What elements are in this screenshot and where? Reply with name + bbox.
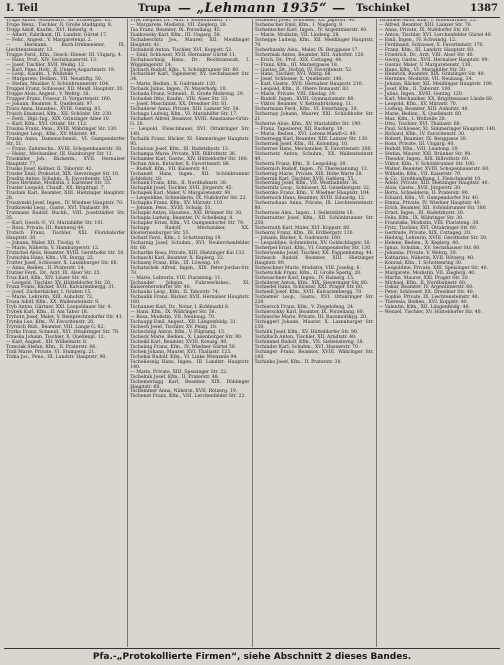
directory-entry: — Marie, Lehrerin, XIII. Auhofstr. 72. [6, 295, 94, 301]
directory-entry: — Karl, Gastw., XVII. Hernalser Hauptstr. 210. [254, 82, 364, 88]
directory-entry: — Johann, Pens., XVIII. Schulg. 51. [130, 206, 212, 212]
directory-entry: — Valentin, Kfm., XII. Längenfeldg. 40. [378, 305, 470, 311]
directory-entry: — Leopold, Tischler, XV. Hütteldorfer Str. 20. [6, 280, 112, 286]
directory-entry: — Peter, Schlosser, XX. Dresdner Str. 40. [378, 290, 475, 296]
directory-entry: — Johann, Bäcker, XII. Meidlinger Hauptstr. 100. [378, 82, 494, 88]
directory-entry: Tschierschky Karl, Beamter, IX. Porzellang. 60. [254, 310, 365, 316]
directory-entry: — Rosa, Private, III. Rennweg 44. [6, 226, 85, 232]
directory-entry: Tschesch Rudolf, Beamter, XIII. Hietzinger Hauptstr. 90. [254, 255, 374, 266]
directory-entry: Tschatschek Alfred, Ingen., XIX. Peter-Jordan-Str. 70. [130, 265, 250, 276]
column-4 [377, 19, 500, 647]
directory-entry: — Ferdinand, Schlosser, X. Favoritenstr. 170. [378, 42, 484, 48]
directory-entry: — Erich, Dr., Prof., XIX. Cottageg. 44. [254, 57, 343, 63]
directory-entry: Truskaller Joh., Bäckerm., XVII. Hernalser Hauptstr. 77. [6, 156, 126, 167]
directory-entry: Trupe Wenz., Tischler, II. Große Stadtgutg. 8. [6, 22, 113, 28]
directory-entry: Tschinder Karl, Schuhm., XVI. Hasnerstr. 70. [254, 344, 360, 350]
directory-entry: Tschetschik Franz, Kfm., II. Große Sperlg. 20. [254, 270, 362, 276]
directory-entry: Trusler Emil, Prokurist, XIX. Sieveringer Str. 18. [6, 171, 120, 177]
directory-entry: — Franz, Tapezierer, XII. Ruckerg. 19. [254, 126, 344, 132]
directory-entry: — Josef, Tischler, XVII. Weißg. 12. [6, 62, 86, 68]
directory-entry: — Sophie, Private, IX. Liechtensteinstr. 40. [378, 295, 480, 301]
directory-entry: Trytko Franz, Schneid., XVI. Ottakringer Str. 78. [6, 330, 120, 336]
column-2 [128, 19, 252, 647]
directory-entry: — Ferd., Dipl.-Ing., XIX. Grinzinger Allee 10. [6, 117, 111, 123]
directory-entry: — Josef, Maschinist, XX. Dresdner Str. 81. [130, 102, 229, 108]
directory-entry: — Hermine, Modistin, VII. Neubaug. 34. [378, 77, 473, 83]
directory-entry: Tschada Franz, Schneid., II. Große Mohreng. 29. [130, 92, 245, 98]
directory-entry: Tschapka Franz, Kfm., XV. Märzstr. 110. [130, 201, 224, 207]
directory-entry: Tscherni Franz, Kfm., II. Leopoldsg. 30. [254, 161, 347, 167]
directory-entry: Tschernow Alex., Ingen., I. Seilerstätte 16. [254, 211, 354, 217]
directory-entry: Tschachler Karl, Tapezierer, XV. Sechshauser Str. 34. [130, 72, 250, 83]
directory-entry: — Hans, Tischler, XVI. Wattg. 66. [254, 72, 332, 78]
directory-entry: Trura Anna, Hausbes., XVIII. Gentzg. 85. [6, 107, 102, 113]
directory-entry: Tschernetz Anton, Schuhm., XX. Wallensteinstr. 49. [254, 151, 374, 162]
directory-entry: Tschaloun Josef, Kfm., III. Radetzkystr. 13. [130, 146, 230, 152]
directory-entry: Tscheck Marie, Bedien., X. Laxenburger Str. 90. [130, 335, 243, 340]
directory-entry: — Rudolf, Kfm., VIII. Laudong. 20. [378, 146, 459, 152]
directory-entry: Tscheinig Franz, Kfm., IV. Wiedner Gürtel 50. [130, 344, 237, 350]
directory-entry: — Marie, Private, VIII. Skodag. 29. [254, 92, 337, 98]
directory-entry: Tschalik Franz, Bäcker, XI. Simmeringer Hauptstr. 95. [130, 136, 250, 147]
directory-entry: — Hermann, Buch-Drehmeister, IX. Liechtensteinstr. 13. [6, 42, 126, 53]
directory-entry: Trupa Anton, Mühlenarb., III. Erdbergstr. 65. [6, 19, 112, 23]
directory-entry: — Johann, Bäcker, X. Gudrunstr. 160. [254, 235, 342, 241]
directory-entry: Trynka Leo, Kfm., IV. Favoritenstr. 20. [6, 320, 95, 326]
directory-entry: Tschampa Marie, Private, XIX. Billrothstr. 36. [130, 151, 237, 157]
directory-entry: Tschaulik Franz, Bäcker, XVII. Hernalser Hauptstr. 160. [130, 295, 250, 306]
directory-entry: Trzaska Johann, Tischler, X. Quellenpl. 12. [6, 335, 106, 340]
directory-entry: Tschan Alois, Kutscher, X. Favoritenstr. 88. [130, 161, 231, 167]
directory-entry: Tschernik Karl, Tischler, XVII. Geblerg. 55. [254, 176, 355, 182]
directory-entry: — & Co., Großhandlung, I. Fleischmarkt 10. [378, 176, 482, 182]
directory-entry: — Margarete, Modistin, VII. Zieglerg. 28. [130, 22, 228, 28]
directory-entry: — Karl, Pens. Hofr., II. Untere Augartenstr. 19. [6, 67, 116, 73]
directory-entry: Tschernuth Karl, Maler, XVI. Koppstr. 80. [254, 226, 351, 232]
directory-entry: Trupper Franz, Friseur, II. Vorgartenstr. 160. [6, 97, 112, 103]
directory-entry: — Marie, Näherin, V. Hamburgerstr. 12. [6, 245, 100, 251]
directory-entry: — Rosa, Private, III. Ungarg. 40. [378, 141, 455, 147]
directory-entry: — Adele, Private, XIII. Hietzinger Hauptstr. 40. [378, 181, 489, 187]
directory-entry: Tschinger Franz, Beamter, XVIII. Währinger Str. 160. [254, 349, 374, 360]
keyword-left: Trupa [138, 3, 171, 14]
directory-entry: Tschernay Johann, Maurer, XXI. Schloßhofer Str. 21. [254, 112, 374, 123]
directory-entry: — Leopold, Kfm., XV. Märzstr. 70. [378, 102, 458, 108]
directory-entry: Tschaga Ludwig, Kfm., VI. Mariahilfer Str. 17. [130, 112, 238, 118]
directory-entry: — Hedwig, Lehrerin, XVIII. Gersthofer Str. 30. [378, 235, 488, 241]
directory-entry: — Leopold, Fleischhauer, XVI. Ottakringer Str. 140. [130, 126, 250, 137]
directory-entry: — Paul, Schlosser, XI. Simmeringer Hauptstr. 140. [378, 126, 497, 132]
directory-entry: — Marie, Lehrerin, VIII. Piaristeng. 11. [130, 275, 222, 281]
part-label: I. Teil [6, 3, 38, 14]
directory-entry: — Johann, Beamter, X. Quellenstr. 97. [6, 102, 94, 108]
directory-entry: — Rudolf, Kfm., VII. Kaiserstr. 41. [130, 166, 210, 172]
page-footer: Pfa.-„Protokollierte Firmen“, siehe Abschnitt 2 dieses Bandes. [92, 652, 412, 662]
directory-entry: Trutzer Ferd., Dr., Arzt, IX. Alser Str. 25. [6, 270, 101, 276]
directory-entry: — Albert, Fabrikant, III. Landstr. Gürtel 17. [6, 32, 108, 38]
directory-entry: Tsaikowsky Karl, Kfm., III. Ungarg. 58. [130, 32, 222, 38]
directory-entry: Truslitz Anton, Schuhm., X. Favoritenstr. 155. [6, 176, 113, 182]
directory-entry: Tschack Julius, Ingen., IV. Mayerhofg. 10. [130, 87, 227, 93]
directory-entry: — Hans, Kfm., VI. Mariahilfer Str. 50. [378, 67, 467, 73]
directory-entry: Trupp Adolf, Kaufm., XVI. Haberlg. 4. [6, 27, 94, 33]
directory-entry: Trusko Josef, Kellner, II. Taborstr. 42. [6, 166, 93, 172]
directory-entry: Tscherkassky Alex., Maler, IX. Berggasse 17. [254, 47, 359, 53]
directory-entry: — Eduard, Kfm., VI. Gumpendorfer Str. 40. [378, 196, 480, 202]
page-title: — „Lehmann 1935“ — [178, 1, 346, 16]
directory-entry: Tscharf Ferd., Kfm., I. Schottenring 19. [130, 235, 222, 241]
column-3 [253, 19, 377, 647]
directory-entry: — Emil, Schlosser, XVII. Hernalser Gürtel 11. [130, 52, 237, 58]
directory-entry: — Stefan, Musiker, V. Schönbrunnerstr. 104. [6, 82, 110, 88]
directory-entry: Tschernek Josef, Kfm., III. Kolonitzg. 10. [254, 141, 349, 147]
directory-entry: Tsa Franz, Beamter, IX. Porzellang. 45. [130, 27, 222, 33]
directory-entry: — Hans, Kfm., IX. Währinger Str. 56. [130, 310, 217, 316]
directory-entry: — Leopoldine, Schneiderin, IX. Nußdorfer Str. 22. [130, 196, 247, 202]
page-number: 1387 [470, 3, 498, 14]
directory-entry: Tschiedl Josef, Kfm., XVII. Kalvarienbergg. 70. [254, 290, 363, 296]
directory-entry: — Rosa, Modistin, VII. Neubaug. 70. [130, 315, 216, 321]
directory-entry: Tschechnig Anton, Kfm., V. Pilgramg. 15. [130, 330, 226, 336]
directory-entry: Tschanett Hans, Ingen., XII. Schönbrunner Schloßstr. 28. [130, 171, 250, 182]
directory-entry: Tschiemer Leop., Gastw., XVI. Ottakringer Str. 220. [254, 295, 374, 306]
directory-entry: Tschilik Josef, Kfm., XV. Hütteldorfer Str. 90. [254, 330, 359, 336]
directory-entry: Trzka Jos., Pens., III. Landstr. Hauptstr. 90. [6, 354, 107, 360]
directory-entry: Tschach Rudolf, Kfm., V. Schönbrunner Str. 60. [130, 67, 240, 73]
directory-entry: — Oskar, Beamter, IV. Argentinierstr. 60. [378, 285, 474, 291]
directory-entry: Truxa Franz, Bäcker, XVII. Kalvarienbergg. 31. [6, 285, 116, 291]
directory-entry: Tschernig Marie, Private, XIX. Hohe Warte 28. [254, 171, 363, 177]
directory-entry: — Julius, Ingen., XVIII. Gentzg. 120. [378, 92, 464, 98]
directory-entry: Tscherny Franz, Kfm., III. Erdbergstr. 120. [254, 230, 355, 236]
directory-entry: — Stefan, Maurer, XXI. Brünner Str. 90. [378, 151, 472, 157]
directory-entry: Truppe Alois, Angest., V. Wehrg. 16. [6, 92, 90, 98]
directory-entry: — Fehr., Angest., V. Margaretenpl. 2. [6, 37, 93, 43]
directory-entry: — Viktor, Beamter, V. Kettenbrückeng. 11. [254, 102, 353, 108]
directory-entry: Tschech Josef, Tischler, XV. Pelzg. 18. [130, 325, 218, 331]
directory-entry: — Anton, Tischler, XVI. Lerchenfelder Gürtel 40. [378, 32, 493, 38]
directory-entry: Tschapler Ernst, Kfm., VI. Gumpendorfer Str. 79. [130, 221, 245, 227]
directory-entry: Tschelnik Josef, Kfm., II. Praterstr. 48. [130, 374, 220, 380]
directory-entry: Tscharnig Josef, Schuhm., XVI. Neulerchenfelder Str. 60. [130, 240, 250, 251]
directory-entry: — Franz, Zahntechn., XVIII. Schopenhauerstr. 38. [6, 146, 123, 152]
directory-entry: Tschernitz Leop., Schlosser, XI. Geiselbergstr. 32. [254, 186, 371, 192]
directory-entry: — Friedrich, Dr., Arzt, VIII. Alser Str. 40. [378, 52, 474, 58]
directory-entry: — Max, Kfm., I. Wollzeile 20. [378, 117, 447, 123]
directory-entry: Tschamler Karl, Gastw., XIV. Hütteldorfer Str. 160. [130, 156, 249, 162]
directory-entry: Tschenett Josef, Schlosser, XX. Jägerstr. 40. [254, 19, 356, 23]
directory-entry: — Erich, Beamter, XII. Schönbrunner Str. 180. [378, 206, 488, 212]
directory-entry: Tschapla Ludwig, Beamter, IV. Schelleing. 8. [130, 216, 234, 222]
directory-entry: Tscheppe Ludwig, Kfm., XII. Meidlinger Hauptstr. 70. [254, 37, 374, 48]
directory-entry: Tschiggerl Johann, Maurer, X. Laxenburger Str. 150. [254, 320, 374, 331]
directory-entry: Trutschel Alois, Beamter, XVIII. Gersthofer Str. 50. [6, 250, 125, 256]
directory-entry: Trustam Karl, Beamter, XIII. Hietzinger Hauptstr. 28. [6, 191, 126, 202]
directory-entry: — Michael, Kfm., II. Nordbahnstr. 60. [378, 280, 467, 286]
directory-entry: — Martin, Maurer, XXI. Prager Str. 30. [378, 275, 470, 281]
directory-entry: — Josef, Schlosser, X. Quellenstr. 140. [254, 77, 343, 83]
directory-entry: — Viktor, Kfm., V. Schönbrunner Str. 100. [378, 161, 476, 167]
directory-entry: Truska Anna, Damenschneid., VI. Gumpendorfer Str. 51. [6, 136, 126, 147]
page-header [6, 3, 498, 17]
directory-entry: Tryrnich Rud., Beamter, VIII. Lange G. 62. [6, 325, 105, 331]
directory-entry: — Richard, Kfm., IV. Favoritenstr. 30. [378, 131, 466, 137]
directory-entry: — Walter, Beamter, XVIII. Schopenhauerstr. 60. [378, 166, 490, 172]
directory-columns [4, 19, 500, 647]
directory-entry: Tschernegg Karl, Beamter, XIII. Lainzer Str. 130. [254, 136, 369, 142]
directory-entry: — Theresia, Bedien., XVI. Koppstr. 40. [378, 300, 468, 306]
directory-entry: — Rudolf, Ingen., XVIII. Gymnasiumstr. 60. [254, 97, 355, 103]
directory-entry: Trusinger Leop., Kfm., XV. Märzstr. 48. [6, 131, 97, 137]
directory-entry: Truster Leopold, Chauff., XX. Brigittapl. 7. [6, 186, 106, 192]
directory-entry: Trzeciak Stefan, Kfm., II. Praterstr. 66. [6, 344, 97, 350]
directory-entry: — Karl, Gesch.-F., VI. Mariahilfer Str. 101. [6, 221, 105, 227]
directory-entry: — Leopoldine, Schneiderin, XV. Goldschlagstr. 30. [254, 240, 372, 246]
directory-entry: — Heinrich, Beamter, XIX. Grinzinger Str. 40. [378, 72, 486, 78]
directory-entry: — Emma, Private, IV. Wiedner Hauptstr. 40. [378, 201, 482, 207]
directory-entry: Tschabeschitz Jos., Maurer, XII. Meidlinger Hauptstr. 41. [130, 37, 250, 48]
directory-entry: — Wenzel, Tischler, XV. Hütteldorfer Str. 40. [378, 310, 483, 316]
directory-entry: Tschernoch Hans, Beamter, XVIII. Eduardg. 12. [254, 196, 366, 202]
directory-entry: Tscheikl Karl, Beamter, XVIII. Kreuzg. 40. [130, 339, 228, 345]
directory-entry: Tscherwenka Josef, Tischler, XX. Pappenheimg. 44. [254, 250, 374, 256]
directory-entry: Trusina Franz, Pens., XVIII. Währinger Str. 130. [6, 126, 118, 132]
directory-entry: Tscheschner Marie, Modistin, VIII. Josefsg. 6. [254, 265, 361, 271]
directory-entry: Trybek Karl, Kfm., II. Am Tabor 18. [6, 310, 89, 316]
directory-entry: Truszynski Josef, Ingen., IV. Wiedner Hauptstr. 70. [6, 201, 124, 207]
directory-entry: Tscherner Hans, Mechaniker, X. Favoritenstr. 200. [254, 146, 372, 152]
directory-entry: — Heinr., Mechaniker, III. Hainburger Str. 11. [6, 151, 114, 157]
directory-entry: Trzil Marie, Private, VI. Stumperg. 21. [6, 349, 96, 355]
directory-entry: Tscherne Alois, Kfm., XV. Mariahilfer Str. 190. [254, 122, 362, 128]
directory-entry: — Karl, Kfm., XVI. Ottakr. Str. 112. [6, 122, 88, 128]
directory-entry: — Felix, Kfm., IX. Währinger Str. 30. [378, 216, 464, 222]
directory-entry: Tschaupp Emil, Angest., XII. Längenfeldg. 31. [130, 320, 238, 326]
directory-entry: Tschemernigg Karl, Beamter, XIX. Döblinger Hauptstr. 60. [130, 379, 250, 390]
directory-entry: — Marie, Bedien., X. Gudrunstr. 120. [130, 82, 217, 88]
directory-entry: Tschiedel Hans, Schlosser, XXI. Prager Str. 60. [254, 285, 364, 291]
directory-entry: Truxa Adolf, Kfm., XX. Wallensteinstr. 9. [6, 300, 100, 306]
directory-entry: — Ludwig, Beamter, XIII. Auhofstr. 40. [378, 107, 469, 113]
directory-entry: — Wilhelm, Kfm., VII. Kaiserstr. 70. [378, 171, 462, 177]
directory-entry: — Ignaz, Schuhm., XV. Sechshauser Str. 60. [378, 245, 481, 251]
keyword-right: Tschinkel [356, 3, 410, 14]
directory-entry: — Gertrude, Private, XIX. Cottageg. 20. [378, 230, 472, 236]
directory-entry: — Franziska, Modistin, VIII. Piaristeng. 30. [378, 221, 480, 227]
directory-entry: Tschinkel Adolf, Kfm., I. Rotenturmstr. 25. [378, 19, 478, 23]
directory-entry: Tschasny Franz, Kfm., III. Löweng. 19. [130, 260, 221, 266]
directory-entry: — Katharina, Näherin, XVII. Rötzerg. 40. [378, 255, 475, 261]
directory-entry: Tschakert Alfred, Beamter, XVIII. Anastasius-Grün-G. 30. [130, 117, 250, 128]
directory-entry: — Karl, Angest., XII. Wilhelmstr. 8. [6, 339, 88, 345]
directory-entry: Tschernich Rudolf, Ingen., IV. Theresianumg. 13. [254, 166, 369, 172]
directory-entry: — Maria, Bedien., XVI. Lorenz-Mandl-G. 40. [254, 131, 357, 137]
directory-entry: Truppe Ferd., Kfm., Gesch.-Diener, III. Ungarg. 4. [6, 52, 123, 58]
directory-entry: — Leopold, Kfm., II. Obere Donaustr. 83. [254, 87, 350, 93]
directory-entry: Tschermann Ferd., Kfm., VI. Esterházyg. 30. [254, 107, 358, 113]
directory-entry: — Franz, Kfm., III. Landstr. Hauptstr. 60. [378, 47, 475, 53]
directory-entry: — Anna, Private, IX. Nußdorfer Str. 60. [378, 27, 471, 33]
directory-entry: Tscherning Josef, Kfm., VII. Westbahnstr. 36. [254, 181, 359, 187]
directory-entry: Trutsch Franz, Tischler, XXI. Floridsdorfer Hauptstr. 30. [6, 230, 126, 241]
directory-entry: Tschimmel Rudolf, Kfm., VII. Siebensterng. 18. [254, 339, 364, 345]
header-rule [4, 17, 500, 18]
directory-entry: Tschernohaus Anna, Private, IX. Liechtensteinstr. 80. [254, 201, 374, 212]
directory-entry: Tryb Anton, Gärtner, XXI. Leopoldauer Str. 4. [6, 305, 112, 311]
directory-entry: — Alfred, Beamter, XIII. Lainzer Str. 70. [378, 22, 472, 28]
directory-entry: — Leop., Kaufm., I. Wollzeile 7. [6, 72, 79, 78]
directory-entry: — Karl, Mechaniker, XX. Brigittenauer Lände 60. [378, 97, 494, 103]
directory-entry: — Georg, Gastw., XVII. Hernalser Hauptstr. 90. [378, 57, 489, 63]
directory-entry: — Fritz, Tischler, XVI. Ottakringer Str. 60. [378, 226, 478, 232]
directory-entry: Tschaplik Josef, Tischler, XVII. Jörgerstr. 45. [130, 186, 234, 192]
directory-entry: — Franz, Kfm., III. Marxergasse 18. [254, 62, 339, 68]
directory-entry: — Berta, Schneiderin, II. Praterstr. 90. [378, 191, 470, 197]
directory-entry: — Johanna, Private, V. Wehrg. 30. [378, 250, 458, 256]
directory-entry: Trutschka Hans, Kfm., VII. Burgg. 22. [6, 255, 95, 261]
directory-entry: Tschekal Rudolf, Kfm., VI. Linke Wienzeile 94. [130, 354, 238, 360]
directory-entry: — Leopoldine, Private, XIII. Speisinger Str. 40. [378, 265, 489, 271]
directory-entry: Tschadek Otto, Kaufm., VIII. Alser Str. 33. [130, 97, 229, 103]
column-1 [4, 19, 128, 647]
directory-entry: Tschiesche Marie, Private, III. Rasumofskyg. 20. [254, 315, 368, 321]
directory-entry: Tschapki Anton, Hausbes., XXI. Brünner Str. 30. [130, 211, 243, 217]
directory-entry: Tschiderer Anton, Kfm., XIX. Sieveringer Str. 80. [254, 280, 369, 286]
directory-entry: Truss Hermine, Modistin, I. Kärntner Str. 33. [6, 181, 112, 187]
directory-entry: Truppel Franz, Schlosser, XII. Meidl. Hauptstr. 20. [6, 87, 124, 93]
directory-entry: — Theodor, Ingen., XIX. Billrothstr. 60. [378, 156, 470, 162]
directory-entry: Tschermak Anton, Beamter, XIII. Auhofstr. 120. [254, 52, 365, 58]
directory-entry: — Otto, Tischler, XVI. Thaliastr. 60. [378, 122, 462, 128]
directory-entry: Tschapp Rudolf, Mechaniker, XX. Klosterneuburger Str. 55. [130, 226, 250, 236]
directory-entry: Tschank Franz, Kfm., II. Nordbahnstr. 38. [130, 181, 228, 187]
directory-entry: — Konrad, Kfm., I. Schottenring 30. [378, 260, 463, 266]
directory-entry: Tschartke Rosa, Private, XIII. Hietzinger Kai 133. [130, 250, 246, 256]
directory-entry: Trusch Emanuel, Kfm., XII. Schönbr. Str. 230. [6, 112, 113, 118]
directory-entry: — Gustav, Maler, V. Margaretenstr. 130. [378, 62, 472, 68]
directory-entry: — Margarete, Modistin, VII. Zieglerg. 40. [378, 270, 476, 276]
directory-entry: Tschauko Leop., Kfm., II. Taborstr. 74. [130, 290, 220, 296]
directory-entry: Tschernko Franz, Kfm., V. Wiedner Hauptstr. 104. [254, 191, 371, 197]
directory-entry: Trutkowski Leop., Gastw., XVI. Thaliastr. 89. [6, 206, 110, 212]
directory-entry: — Helene, Bedien., X. Keplerg. 40. [378, 240, 460, 246]
directory-entry: — Gustav, Dr., Hofrat, IV. Favoritenstr. 52. [254, 67, 353, 73]
directory-entry: — Anna, Bedien., II. Praterstr. 14. [6, 265, 85, 271]
directory-entry: Tschinka Josef, Kfm., II. Praterstr. 30. [254, 359, 342, 365]
directory-entry: Tschiersch Franz, Kfm., V. Ziegelofeng. 24. [254, 305, 355, 311]
directory-entry: Tryhorn Josef, Maler, V. Reinprechtsdorfer Str. 41. [6, 315, 124, 321]
directory-entry: Tscherpel Ernst, Kfm., VI. Gumpendorfer Str. 130. [254, 245, 372, 251]
directory-entry: Trutter Josef, Schlosser, X. Laxenburger Str. 66. [6, 260, 118, 266]
directory-entry: Tschabuschnig Hans, Dr., Rechtsanwalt, I. Wipplingerstr. 24. [130, 57, 250, 68]
directory-entry: Tschaderer Anna, Private, XIII. Lainzer Str. 58. [130, 107, 240, 113]
directory-entry: — Josef, Kfm., II. Taborstr. 100. [378, 87, 452, 93]
directory-entry: Tschenet Franz, Kfm., VIII. Lerchenfelder Str. 22. [130, 394, 246, 400]
footer-rule [4, 648, 500, 649]
directory-entry: Tschernutter Josef, Kfm., XII. Schönbrunner Str. 250. [254, 216, 374, 227]
directory-entry: Tschek Johann, Maurer, XVI. Thaliastr. 125. [130, 349, 232, 355]
directory-entry: — Ernst, Ingen., III. Radetzkystr. 20. [378, 211, 465, 217]
directory-entry: Tscheuschner Karl, Ingen., IV. Rainerg. 15. [254, 275, 355, 281]
directory-entry: Tschemmer Anna, Näherin, XVII. Rötzerg. 19. [130, 389, 238, 395]
directory-entry: Tryk Leopold, Dr., Arzt, I. Rotenturmstr. 17. [130, 19, 233, 23]
directory-entry: Tschabold Anton, Tischler, XVI. Koppstr. 52. [130, 47, 233, 53]
directory-entry: — Marie, Private, XIII. Speisinger Str. 22. [130, 369, 228, 375]
directory-entry: — Alois, Gastw., XVII. Jörgerstr. 30. [378, 186, 462, 192]
directory-entry: — Hans, Prof., XIV. Sechshauserstr. 13. [6, 57, 98, 63]
directory-entry: — Margarete, Bedien., VII. Neustiftg. 50. [6, 77, 103, 83]
directory-entry: Trux Karl, Kfm., XIV. Linzer Str. 40. [6, 275, 89, 281]
directory-entry: — Marie, Bedien., X. Quellenstr. 60. [378, 112, 463, 118]
directory-entry: — Marie, Modistin, VII. Lindeng. 28. [254, 32, 340, 38]
directory-entry: Tschenscher Emil, Kfm., I. Naglerg. 9. [254, 22, 344, 28]
directory-entry: — Josef, Zuckerbäcker, I. Graben 15. [6, 290, 92, 296]
directory-entry: — Emil, Ingen., IV. Schwindg. 12. [378, 37, 457, 43]
directory-entry: Tschentscher Karl, Ingen., IV. Argentinierstr. 40. [254, 27, 368, 33]
directory-entry: Tschaschl Karl, Beamter, X. Keplerg. 22. [130, 255, 225, 261]
directory-entry: Tschiltsch Anton, Tischler, XII. Arndtstr. 40. [254, 335, 357, 340]
directory-entry: Trutmann Rudolf, Buchh., VIII. Josefstädter Str. 35. [6, 211, 126, 222]
directory-entry: — Robert, Beamter, IX. Berggasse 30. [378, 136, 468, 142]
directory-entry: Tschauder Johann, Fuhrwerksbes., XI. Kaiserebersdorfer Str. 40. [130, 280, 250, 291]
directory-entry: — Johann, Maler, XII. Tivolig. 9. [6, 240, 81, 246]
directory-entry: Tschapek Karl, Maler, V. Margaretenstr. 90. [130, 191, 232, 197]
directory-entry: Tschauner Karl, Dr., Notar, I. Kohlmarkt 8. [130, 305, 230, 311]
directory-entry: Tscheliesnig Hans, Ingen., III. Landstr. Hauptstr. 140. [130, 359, 250, 370]
